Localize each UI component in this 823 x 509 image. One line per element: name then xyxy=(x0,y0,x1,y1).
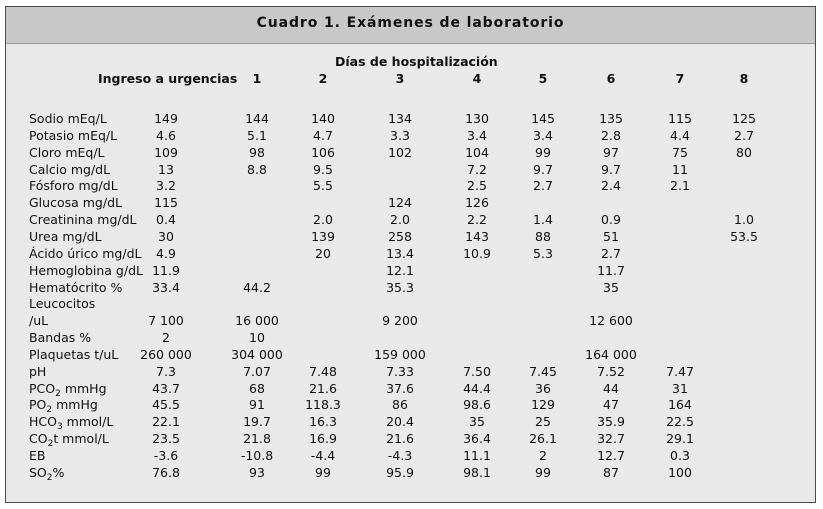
table-cell: 19.7 xyxy=(243,414,271,430)
table-cell: -10.8 xyxy=(240,448,274,463)
table-cell: 87 xyxy=(603,464,619,480)
table-cell: 9 200 xyxy=(382,313,418,329)
table-cell: 118.3 xyxy=(305,397,341,413)
table-cell: 0.4 xyxy=(156,212,176,228)
table-cell: 98.1 xyxy=(463,464,491,480)
table-row xyxy=(6,178,815,195)
table-cell: 3.4 xyxy=(467,127,487,143)
table-cell: 258 xyxy=(388,228,412,244)
table-cell: 12 600 xyxy=(589,313,633,329)
column-header-day-1: 1 xyxy=(252,71,262,86)
row-label: Ácido úrico mg/dL xyxy=(29,245,142,261)
table-cell: 21.6 xyxy=(309,380,337,396)
table-cell: 99 xyxy=(315,464,331,480)
table-row xyxy=(6,246,815,263)
table-cell: 86 xyxy=(392,397,408,413)
table-cell: 7.2 xyxy=(467,161,487,177)
table-row xyxy=(6,364,815,381)
table-cell: 44.4 xyxy=(463,380,491,396)
table-cell: 4.9 xyxy=(156,245,176,261)
row-label: Potasio mEq/L xyxy=(29,127,118,143)
table-row xyxy=(6,128,815,145)
table-cell: 5.1 xyxy=(247,127,267,143)
table-row xyxy=(6,296,815,313)
table-cell: 53.5 xyxy=(730,228,758,244)
table-cell: 7.50 xyxy=(463,363,491,379)
table-cell: 2.8 xyxy=(601,127,621,143)
table-cell: 2.1 xyxy=(670,178,690,194)
table-cell: 144 xyxy=(245,111,269,126)
row-label: $PCO_2$ mmHg xyxy=(29,380,107,399)
table-cell: 143 xyxy=(465,228,489,244)
table-cell: 7 100 xyxy=(148,313,184,329)
table-cell: 98 xyxy=(249,144,265,160)
row-label: Cloro mEq/L xyxy=(29,144,105,160)
table-cell: 4.6 xyxy=(156,127,176,143)
row-label: Fósforo mg/dL xyxy=(29,178,118,194)
table-cell: 45.5 xyxy=(152,397,180,413)
table-cell: 0.9 xyxy=(601,212,621,228)
row-label: Hemoglobina g/dL xyxy=(29,262,143,278)
table-cell: 30 xyxy=(158,228,174,244)
table-cell: 2.5 xyxy=(467,178,487,194)
table-cell: 2.4 xyxy=(601,178,621,194)
column-header-day-3: 3 xyxy=(395,71,405,86)
table-cell: 7.33 xyxy=(386,363,414,379)
table-cell: 91 xyxy=(249,397,265,413)
table-cell: 13.4 xyxy=(386,245,414,261)
table-cell: 25 xyxy=(535,414,551,430)
table-cell: 2.7 xyxy=(601,245,621,261)
table-cell: 260 000 xyxy=(140,346,192,362)
table-cell: 2 xyxy=(539,448,547,463)
table-cell: 100 xyxy=(668,464,692,480)
row-label: Glucosa mg/dL xyxy=(29,195,122,211)
table-cell: 2.7 xyxy=(734,127,754,143)
table-row xyxy=(6,162,815,179)
row-label: Leucocitos xyxy=(29,296,96,312)
row-label: Urea mg/dL xyxy=(29,228,102,244)
row-label: $SO_2\%$ xyxy=(29,464,65,483)
table-row xyxy=(6,280,815,297)
lab-table xyxy=(6,108,815,498)
row-label: Sodio mEq/L xyxy=(29,111,107,126)
row-label: Creatinina mg/dL xyxy=(29,212,137,228)
table-cell: 36.4 xyxy=(463,431,491,447)
table-cell: 5.5 xyxy=(313,178,333,194)
table-row xyxy=(6,431,815,448)
table-cell: 0.3 xyxy=(670,448,690,463)
table-row xyxy=(6,145,815,162)
table-cell: 115 xyxy=(154,195,178,211)
table-cell: 125 xyxy=(732,111,756,126)
table-cell: 164 xyxy=(668,397,692,413)
table-cell: 21.6 xyxy=(386,431,414,447)
table-cell: 23.5 xyxy=(152,431,180,447)
row-label: pH xyxy=(29,363,47,379)
row-label: EB xyxy=(29,448,46,463)
table-cell: 129 xyxy=(531,397,555,413)
table-cell: 9.5 xyxy=(313,161,333,177)
table-cell: 29.1 xyxy=(666,431,694,447)
table-cell: 304 000 xyxy=(231,346,283,362)
table-cell: 33.4 xyxy=(152,279,180,295)
column-header-day-7: 7 xyxy=(675,71,685,86)
table-cell: 140 xyxy=(311,111,335,126)
row-label: $PO_2$ mmHg xyxy=(29,397,98,416)
row-label: Calcio mg/dL xyxy=(29,161,111,177)
table-cell: 31 xyxy=(672,380,688,396)
table-cell: 3.2 xyxy=(156,178,176,194)
table-cell: 97 xyxy=(603,144,619,160)
table-row xyxy=(6,465,815,482)
table-cell: -4.4 xyxy=(310,448,336,463)
table-cell: 139 xyxy=(311,228,335,244)
table-cell: 98.6 xyxy=(463,397,491,413)
table-cell: 44 xyxy=(603,380,619,396)
table-cell: 76.8 xyxy=(152,464,180,480)
table-cell: 5.3 xyxy=(533,245,553,261)
column-header-ingreso: Ingreso a urgencias xyxy=(98,71,238,86)
table-cell: 124 xyxy=(388,195,412,211)
table-cell: 164 000 xyxy=(585,346,637,362)
table-cell: 7.48 xyxy=(309,363,337,379)
table-cell: 21.8 xyxy=(243,431,271,447)
table-cell: 10.9 xyxy=(463,245,491,261)
table-cell: -3.6 xyxy=(153,448,179,463)
table-cell: 16 000 xyxy=(235,313,279,329)
table-row xyxy=(6,414,815,431)
table-cell: 35.9 xyxy=(597,414,625,430)
table-cell: 8.8 xyxy=(247,161,267,177)
table-cell: 11.9 xyxy=(152,262,180,278)
table-cell: 3.3 xyxy=(390,127,410,143)
table-cell: 2.2 xyxy=(467,212,487,228)
table-cell: 126 xyxy=(465,195,489,211)
table-cell: 44.2 xyxy=(243,279,271,295)
table-cell: 16.3 xyxy=(309,414,337,430)
table-cell: 7.3 xyxy=(156,363,176,379)
table-cell: 2 xyxy=(162,330,170,346)
table-row xyxy=(6,347,815,364)
table-cell: 80 xyxy=(736,144,752,160)
table-cell: 149 xyxy=(154,111,178,126)
table-row xyxy=(6,195,815,212)
row-label: $HCO_3$ mmol/L xyxy=(29,414,114,433)
table-row xyxy=(6,330,815,347)
table-cell: 1.4 xyxy=(533,212,553,228)
column-header-day-8: 8 xyxy=(739,71,749,86)
table-cell: 32.7 xyxy=(597,431,625,447)
table-cell: 20.4 xyxy=(386,414,414,430)
table-row xyxy=(6,448,815,465)
table-cell: 159 000 xyxy=(374,346,426,362)
table-cell: 115 xyxy=(668,111,692,126)
table-cell: 26.1 xyxy=(529,431,557,447)
table-cell: 106 xyxy=(311,144,335,160)
table-row xyxy=(6,397,815,414)
table-cell: 2.0 xyxy=(313,212,333,228)
table-cell: 9.7 xyxy=(533,161,553,177)
table-cell: 7.52 xyxy=(597,363,625,379)
row-label: /uL xyxy=(29,313,49,329)
table-cell: 11.1 xyxy=(463,448,491,463)
table-cell: 11 xyxy=(672,161,688,177)
table-cell: 13 xyxy=(158,161,174,177)
table-cell: 35 xyxy=(469,414,485,430)
table-cell: 68 xyxy=(249,380,265,396)
table-cell: 134 xyxy=(388,111,412,126)
table-cell: 109 xyxy=(154,144,178,160)
table-cell: 88 xyxy=(535,228,551,244)
row-label: Hematócrito % xyxy=(29,279,123,295)
table-cell: -4.3 xyxy=(387,448,413,463)
table-cell: 22.1 xyxy=(152,414,180,430)
row-label: $CO_2t$ mmol/L xyxy=(29,431,109,450)
table-cell: 22.5 xyxy=(666,414,694,430)
row-label: Plaquetas t/uL xyxy=(29,346,119,362)
table-cell: 4.4 xyxy=(670,127,690,143)
table-cell: 7.47 xyxy=(666,363,694,379)
table-cell: 93 xyxy=(249,464,265,480)
table-frame xyxy=(5,6,816,503)
table-cell: 130 xyxy=(465,111,489,126)
table-cell: 1.0 xyxy=(734,212,754,228)
table-cell: 35 xyxy=(603,279,619,295)
table-cell: 95.9 xyxy=(386,464,414,480)
table-cell: 4.7 xyxy=(313,127,333,143)
table-cell: 135 xyxy=(599,111,623,126)
title-band xyxy=(6,7,815,44)
table-cell: 10 xyxy=(249,330,265,346)
column-header-day-6: 6 xyxy=(606,71,616,86)
table-cell: 20 xyxy=(315,245,331,261)
table-cell: 3.4 xyxy=(533,127,553,143)
table-cell: 43.7 xyxy=(152,380,180,396)
table-cell: 99 xyxy=(535,464,551,480)
table-row xyxy=(6,263,815,280)
row-label: Bandas % xyxy=(29,330,92,346)
table-cell: 99 xyxy=(535,144,551,160)
table-row xyxy=(6,212,815,229)
table-cell: 75 xyxy=(672,144,688,160)
column-header-day-2: 2 xyxy=(318,71,328,86)
table-cell: 7.45 xyxy=(529,363,557,379)
table-row xyxy=(6,229,815,246)
table-cell: 7.07 xyxy=(243,363,271,379)
table-title: Cuadro 1. Exámenes de laboratorio xyxy=(256,15,565,31)
table-cell: 16.9 xyxy=(309,431,337,447)
table-cell: 37.6 xyxy=(386,380,414,396)
table-row xyxy=(6,111,815,128)
table-cell: 9.7 xyxy=(601,161,621,177)
table-cell: 36 xyxy=(535,380,551,396)
column-header-day-4: 4 xyxy=(472,71,482,86)
table-cell: 145 xyxy=(531,111,555,126)
table-cell: 12.7 xyxy=(597,448,625,463)
table-cell: 35.3 xyxy=(386,279,414,295)
table-row xyxy=(6,313,815,330)
column-header-day-5: 5 xyxy=(538,71,548,86)
table-cell: 2.7 xyxy=(533,178,553,194)
group-header: Días de hospitalización xyxy=(335,54,498,69)
table-cell: 2.0 xyxy=(390,212,410,228)
table-cell: 12.1 xyxy=(386,262,414,278)
table-cell: 51 xyxy=(603,228,619,244)
table-cell: 104 xyxy=(465,144,489,160)
table-cell: 47 xyxy=(603,397,619,413)
table-row xyxy=(6,381,815,398)
table-cell: 102 xyxy=(388,144,412,160)
table-cell: 11.7 xyxy=(597,262,625,278)
